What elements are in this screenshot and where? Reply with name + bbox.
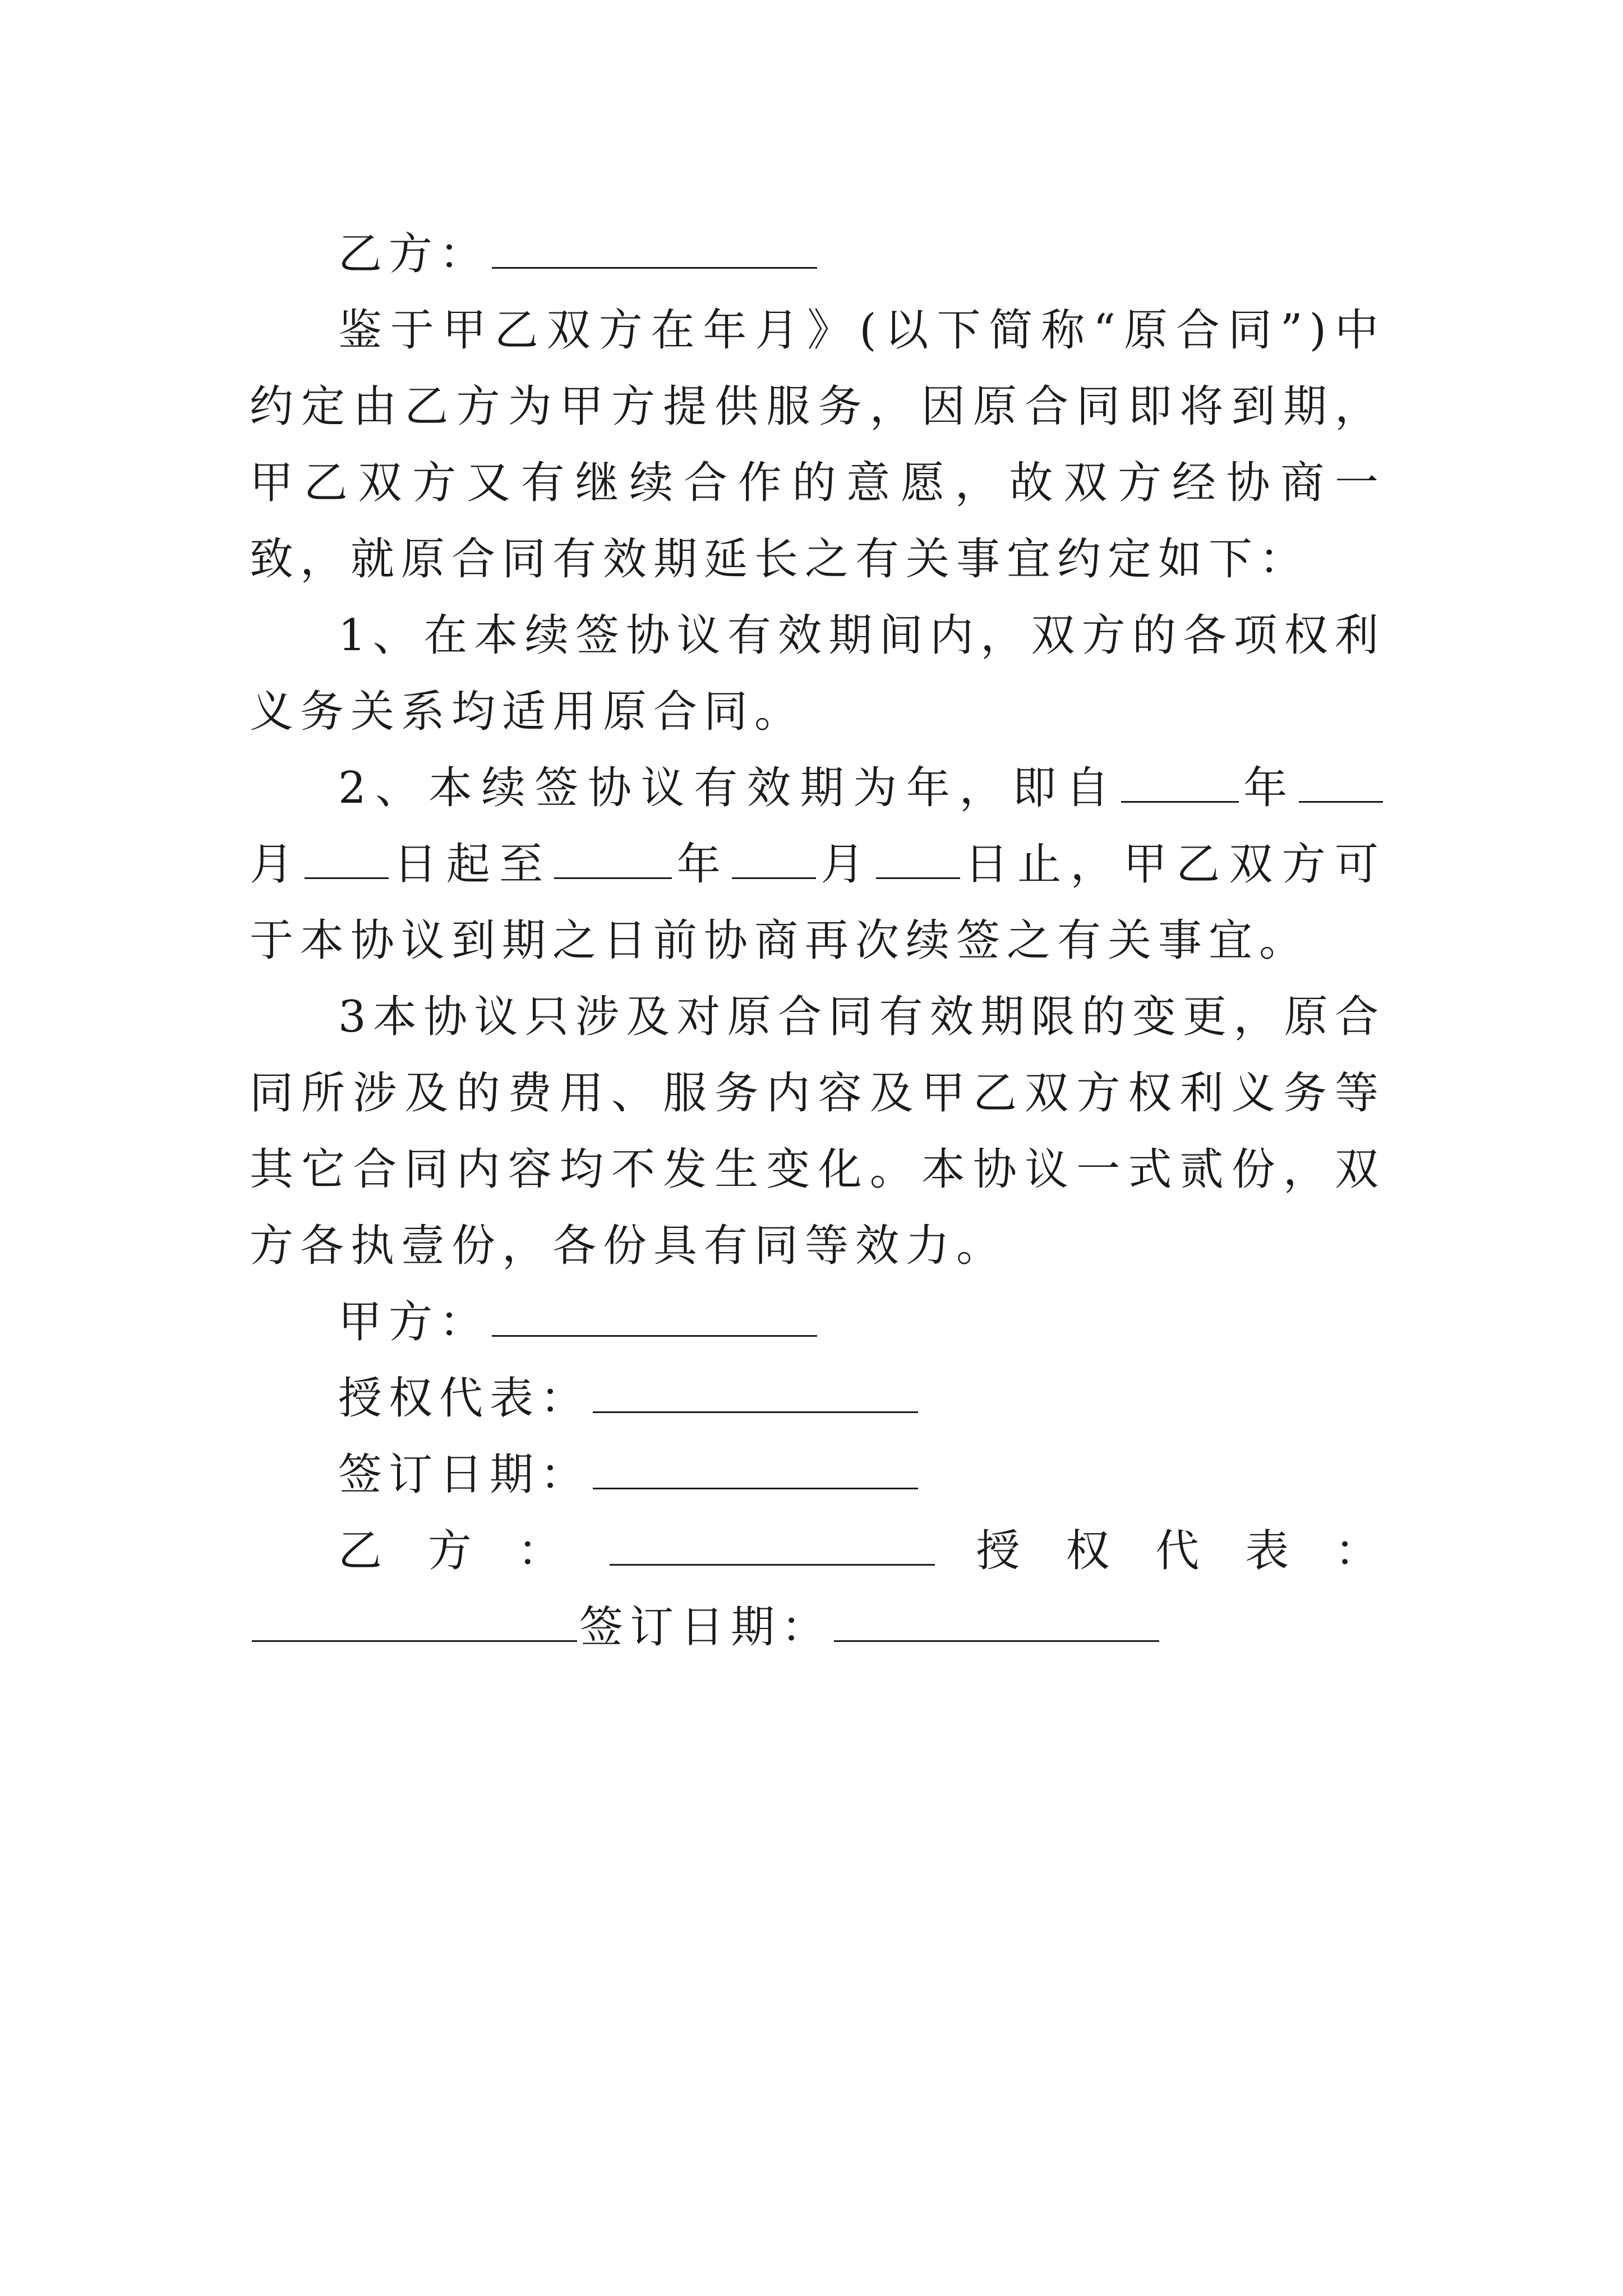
- clause-2: [250, 750, 1385, 979]
- party-b-blank[interactable]: [610, 1526, 935, 1566]
- end-day-blank[interactable]: [876, 839, 960, 879]
- start-year-label: 年: [1241, 763, 1297, 813]
- party-a-date-line: [250, 1437, 1385, 1513]
- end-month-blank[interactable]: [732, 839, 816, 879]
- party-b-label: 乙方：: [338, 1526, 607, 1576]
- clause-1: 1、在本续签协议有效期间内，双方的各项权利义务关系均适用原合同。: [250, 610, 1385, 737]
- party-a-rep-line: [250, 1360, 1385, 1437]
- party-a-line: [250, 1284, 1385, 1360]
- start-month-label: 月: [250, 839, 303, 890]
- end-month-label: 月: [818, 839, 874, 890]
- start-month-blank[interactable]: [1299, 763, 1383, 803]
- party-a-rep-label: 授权代表：: [338, 1373, 591, 1424]
- party-b-date-label: 签订日期：: [579, 1602, 832, 1653]
- document-body: [250, 216, 1385, 1665]
- party-a-blank[interactable]: [492, 1297, 817, 1337]
- start-day-blank[interactable]: [305, 839, 389, 879]
- party-a-rep-blank[interactable]: [593, 1373, 918, 1413]
- party-b-header-line: [250, 216, 1385, 292]
- party-a-label: 甲方：: [338, 1297, 490, 1347]
- clause-2-suffix: 日止，甲乙双方可于本协议到期之日前协商再次续签之有关事宜。: [250, 839, 1385, 966]
- party-b-rep-blank[interactable]: [252, 1602, 577, 1642]
- start-day-label: 日起至: [391, 839, 552, 890]
- end-year-label: 年: [674, 839, 730, 890]
- clause-3: 3本协议只涉及对原合同有效期限的变更，原合同所涉及的费用、服务内容及甲乙双方权利义务等其它合同内容均不发生变化。本协议一式贰份，双方各执壹份，各份具有同等效力。: [250, 992, 1385, 1271]
- party-b-date-blank[interactable]: [834, 1602, 1159, 1642]
- party-a-date-label: 签订日期：: [338, 1450, 591, 1500]
- party-b-sign-paragraph: [250, 1513, 1385, 1665]
- party-a-date-blank[interactable]: [593, 1450, 918, 1489]
- party-b-header-blank[interactable]: [492, 229, 817, 269]
- start-year-blank[interactable]: [1121, 763, 1239, 803]
- clause-2-prefix: 2、本续签协议有效期为年，即自: [338, 763, 1119, 813]
- party-b-header-label: 乙方：: [338, 229, 490, 279]
- party-b-rep-label: 授权代表：: [937, 1526, 1385, 1576]
- preamble-paragraph: 鉴于甲乙双方在年月》(以下简称“原合同”)中约定由乙方为甲方提供服务，因原合同即将到期，甲乙双方又有继续合作的意愿，故双方经协商一致，就原合同有效期延长之有关事宜约定如下：: [250, 305, 1385, 585]
- end-year-blank[interactable]: [554, 839, 672, 879]
